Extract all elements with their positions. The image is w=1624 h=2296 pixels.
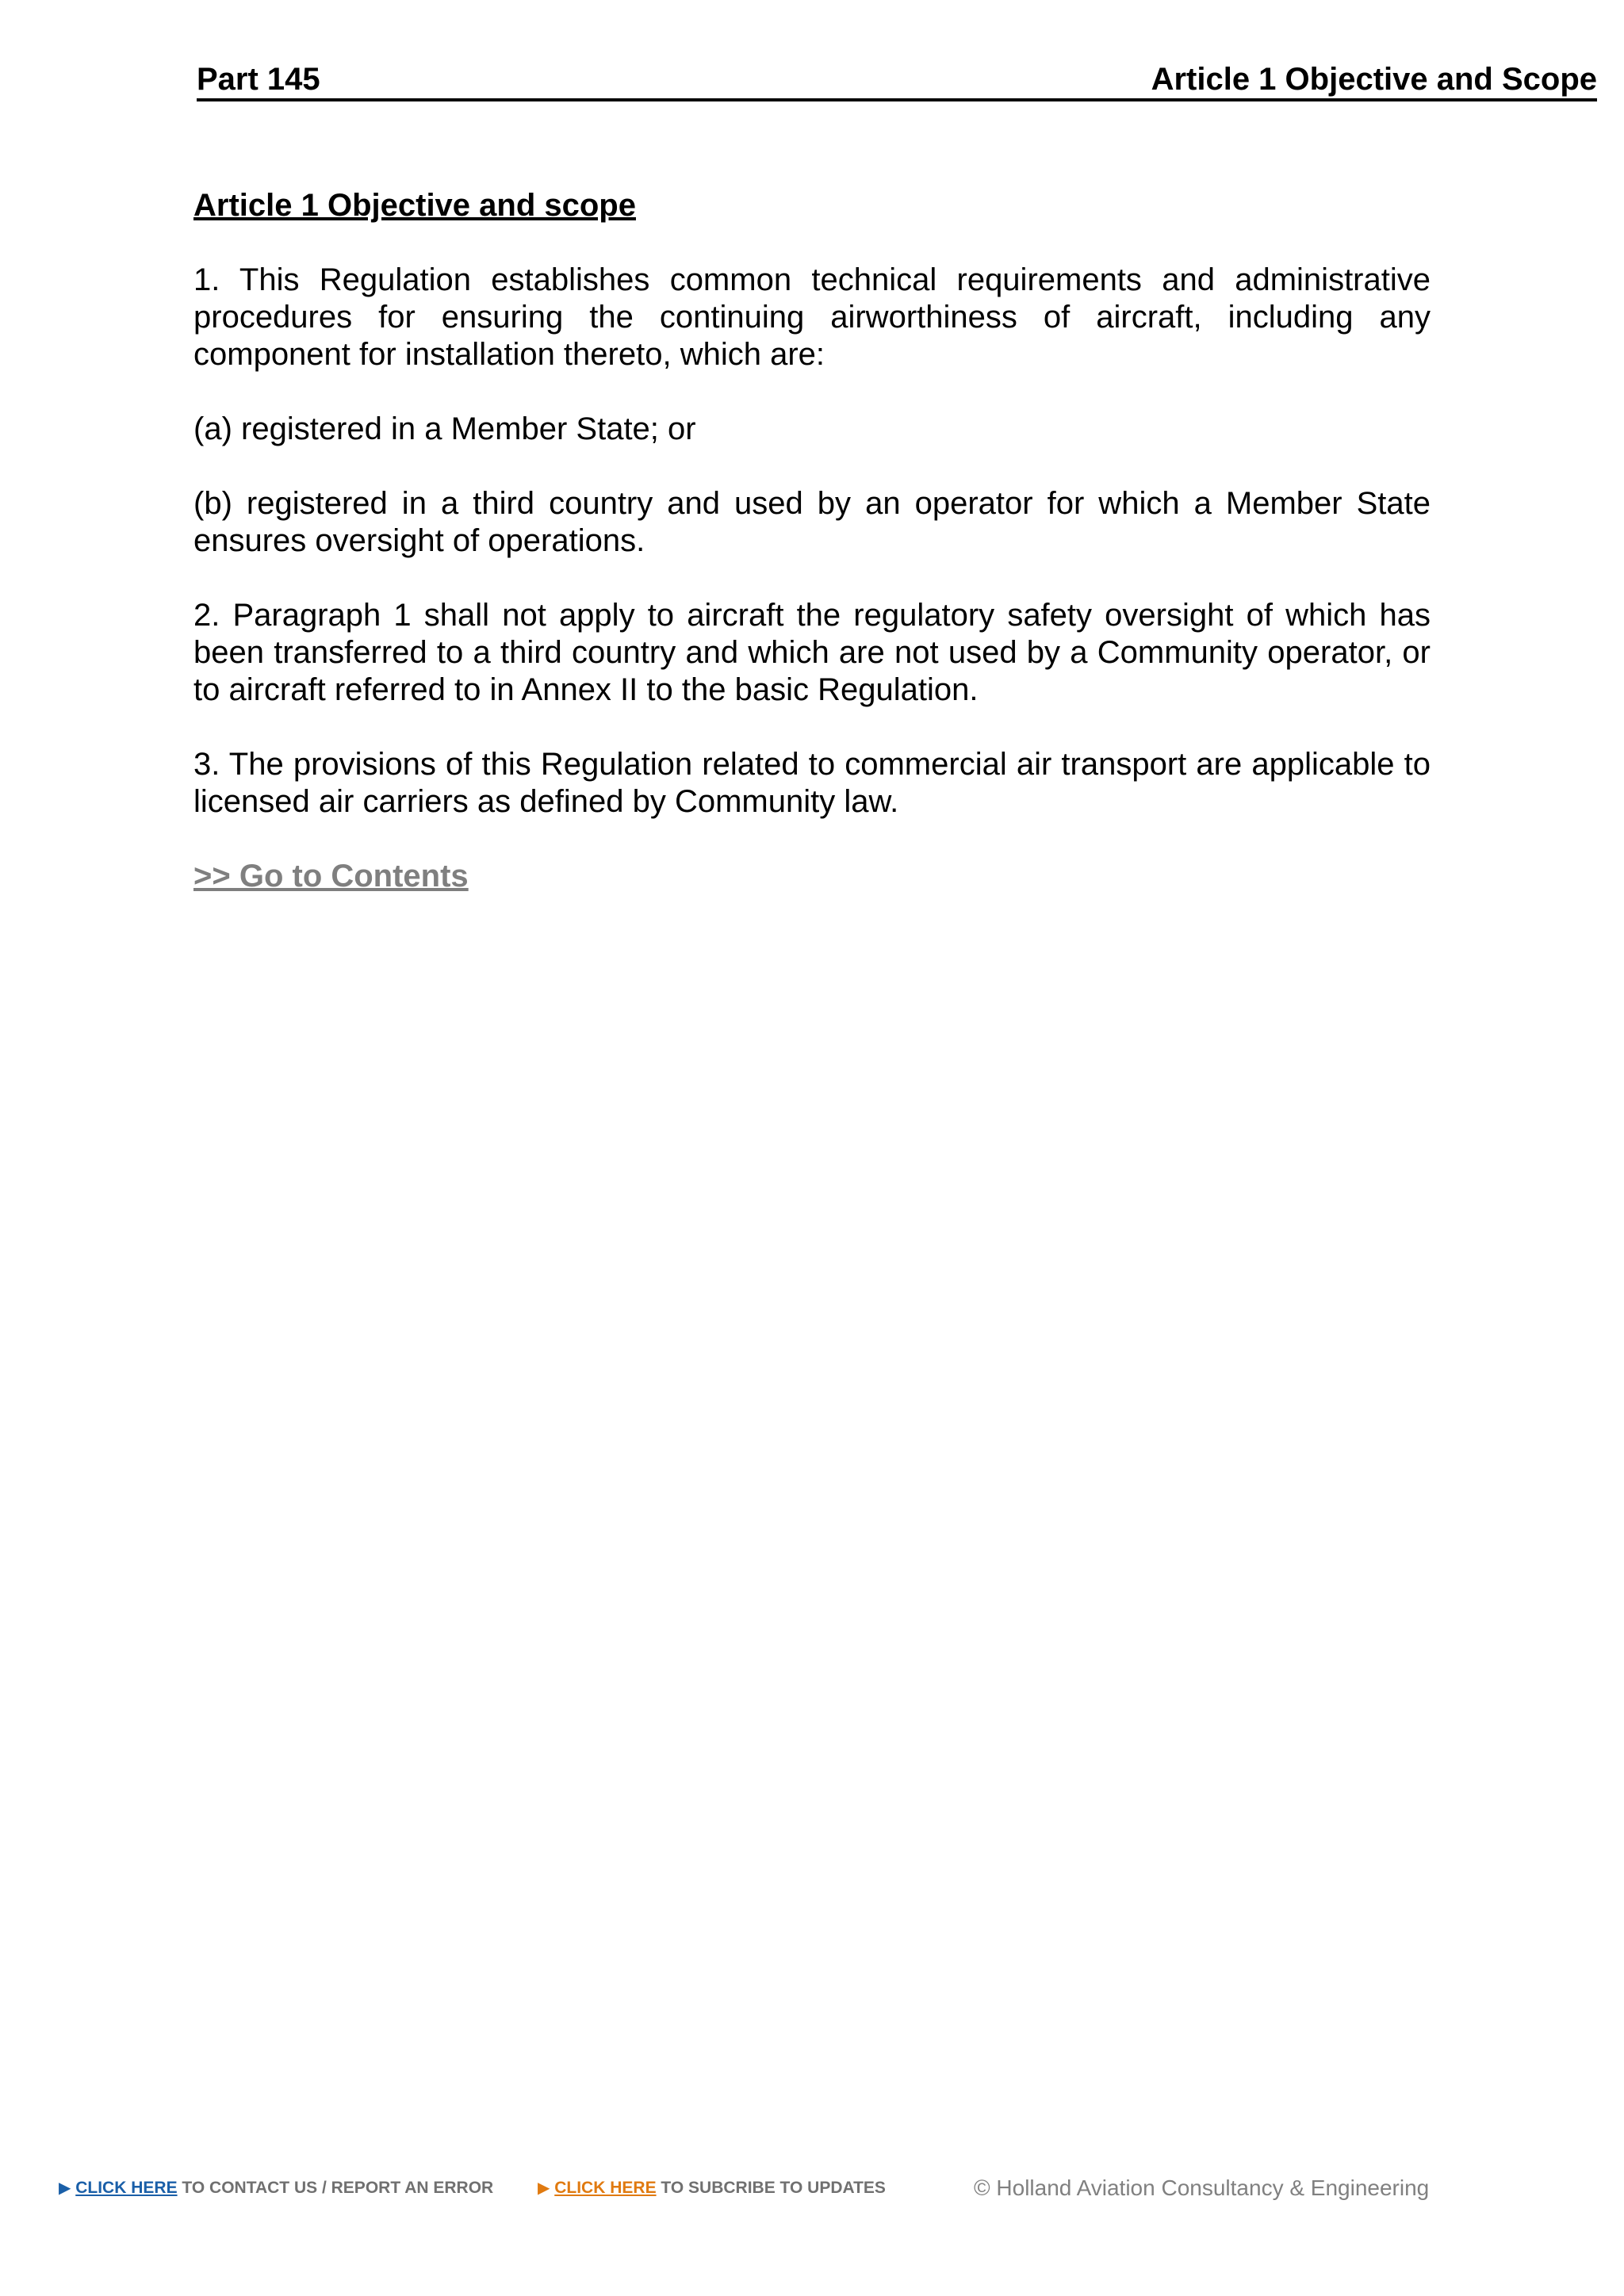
page-footer (59, 2172, 1438, 2204)
paragraph-2: 2. Paragraph 1 shall not apply to aircraft the regulatory safety oversight of which has been transferred to a third country and which are not used by a Community operator, or to aircraft referred to in Annex II to the basic Regulation. (193, 598, 1431, 707)
header-article-label: Article 1 Objective and Scope (1151, 62, 1597, 97)
play-arrow-icon: ▶ (538, 2179, 550, 2197)
contact-label: TO CONTACT US / REPORT AN ERROR (177, 2179, 494, 2197)
copyright-text: © Holland Aviation Consultancy & Engineering (974, 2175, 1430, 2200)
paragraph-1: 1. This Regulation establishes common technical requirements and administrative procedures for ensuring the continuing airworthiness of aircraft, including any component for installation thereto, which are: (193, 262, 1431, 372)
subscribe-click-here-link[interactable]: CLICK HERE (554, 2179, 657, 2197)
header-part-label: Part 145 (197, 62, 320, 97)
paragraph-3: 3. The provisions of this Regulation related to commercial air transport are applicable to licensed air carriers as defined by Community law. (193, 747, 1431, 819)
go-to-contents-link[interactable]: >> Go to Contents (193, 859, 469, 894)
subscribe-footer-item (538, 2172, 886, 2204)
article-title: Article 1 Objective and scope (193, 188, 636, 223)
subscribe-label: TO SUBCRIBE TO UPDATES (656, 2179, 886, 2197)
article-body (193, 187, 1431, 895)
page-header (197, 63, 1597, 101)
paragraph-1a: (a) registered in a Member State; or (193, 411, 696, 446)
paragraph-1b: (b) registered in a third country and used by an operator for which a Member State ensures oversight of operations. (193, 486, 1431, 558)
play-arrow-icon: ▶ (59, 2179, 71, 2197)
contact-footer-item (59, 2172, 493, 2204)
contact-click-here-link[interactable]: CLICK HERE (75, 2179, 178, 2197)
